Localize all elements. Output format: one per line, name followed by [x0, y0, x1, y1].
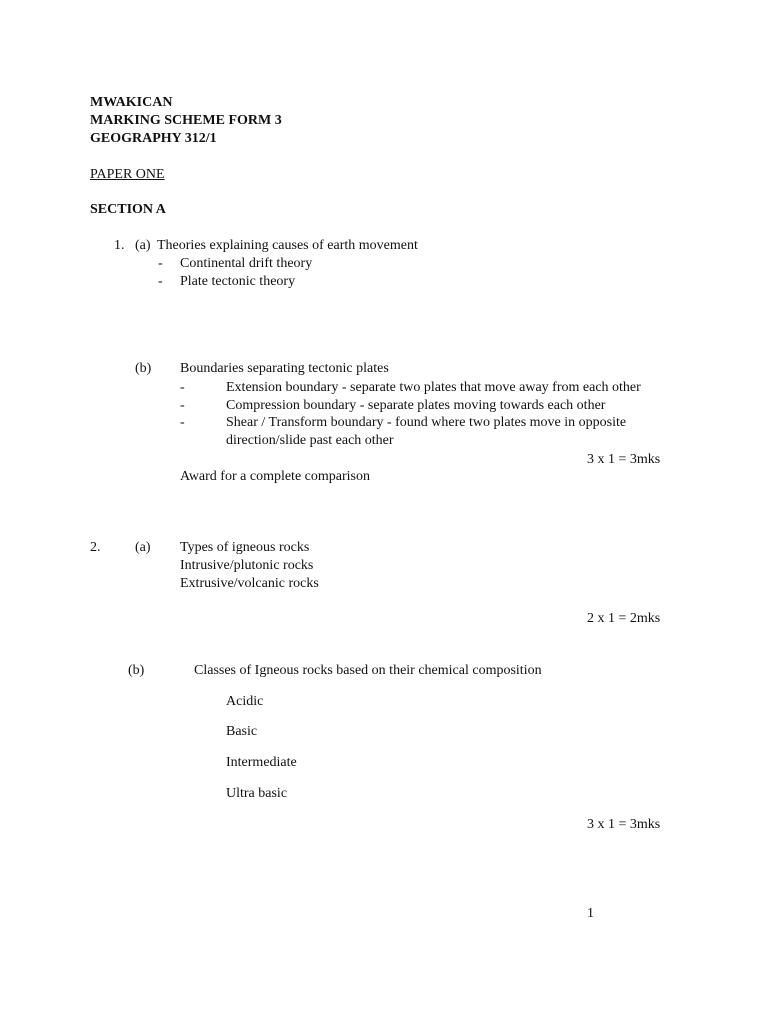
- q2b-title: Classes of Igneous rocks based on their chemical composition: [194, 663, 542, 678]
- q1a-bullet-1: -: [158, 256, 163, 271]
- q2b-marks: 3 x 1 = 3mks: [587, 817, 661, 832]
- q2b-item-basic: Basic: [226, 724, 258, 739]
- q1a-item-2: Plate tectonic theory: [180, 274, 296, 289]
- q1b-item-2: Compression boundary - separate plates moving towards each other: [226, 398, 606, 413]
- q2a-item-2: Extrusive/volcanic rocks: [180, 576, 319, 591]
- q1a-title: Theories explaining causes of earth movement: [157, 238, 418, 253]
- q2a-title: Types of igneous rocks: [180, 540, 310, 555]
- q2a-label: (a): [135, 540, 151, 555]
- q1b-note: Award for a complete comparison: [180, 469, 370, 484]
- q2a-marks: 2 x 1 = 2mks: [587, 611, 661, 626]
- q1a-bullet-2: -: [158, 274, 163, 289]
- section-heading: SECTION A: [90, 202, 166, 217]
- q1b-bullet-2: -: [180, 398, 185, 413]
- q2b-item-ultra-basic: Ultra basic: [226, 786, 288, 801]
- q2b-item-acidic: Acidic: [226, 694, 264, 709]
- paper-heading: PAPER ONE: [90, 167, 165, 182]
- q1b-item-3-continued: direction/slide past each other: [226, 433, 394, 448]
- q2-number: 2.: [90, 540, 101, 555]
- subject-title: GEOGRAPHY 312/1: [90, 131, 217, 146]
- q2b-label: (b): [128, 663, 145, 678]
- scheme-title: MARKING SCHEME FORM 3: [90, 113, 282, 128]
- q2b-item-intermediate: Intermediate: [226, 755, 297, 770]
- q1b-bullet-1: -: [180, 380, 185, 395]
- school-name: MWAKICAN: [90, 95, 173, 110]
- q1b-marks: 3 x 1 = 3mks: [587, 452, 661, 467]
- q1b-item-1: Extension boundary - separate two plates that move away from each other: [226, 380, 641, 395]
- page-number: 1: [587, 906, 594, 921]
- q2a-item-1: Intrusive/plutonic rocks: [180, 558, 314, 573]
- q1b-item-3: Shear / Transform boundary - found where two plates move in opposite: [226, 415, 627, 430]
- q1a-label: (a): [135, 238, 151, 253]
- q1b-label: (b): [135, 361, 152, 376]
- q1a-item-1: Continental drift theory: [180, 256, 313, 271]
- q1b-title: Boundaries separating tectonic plates: [180, 361, 389, 376]
- q1-number: 1.: [114, 238, 125, 253]
- q1b-bullet-3: -: [180, 415, 185, 430]
